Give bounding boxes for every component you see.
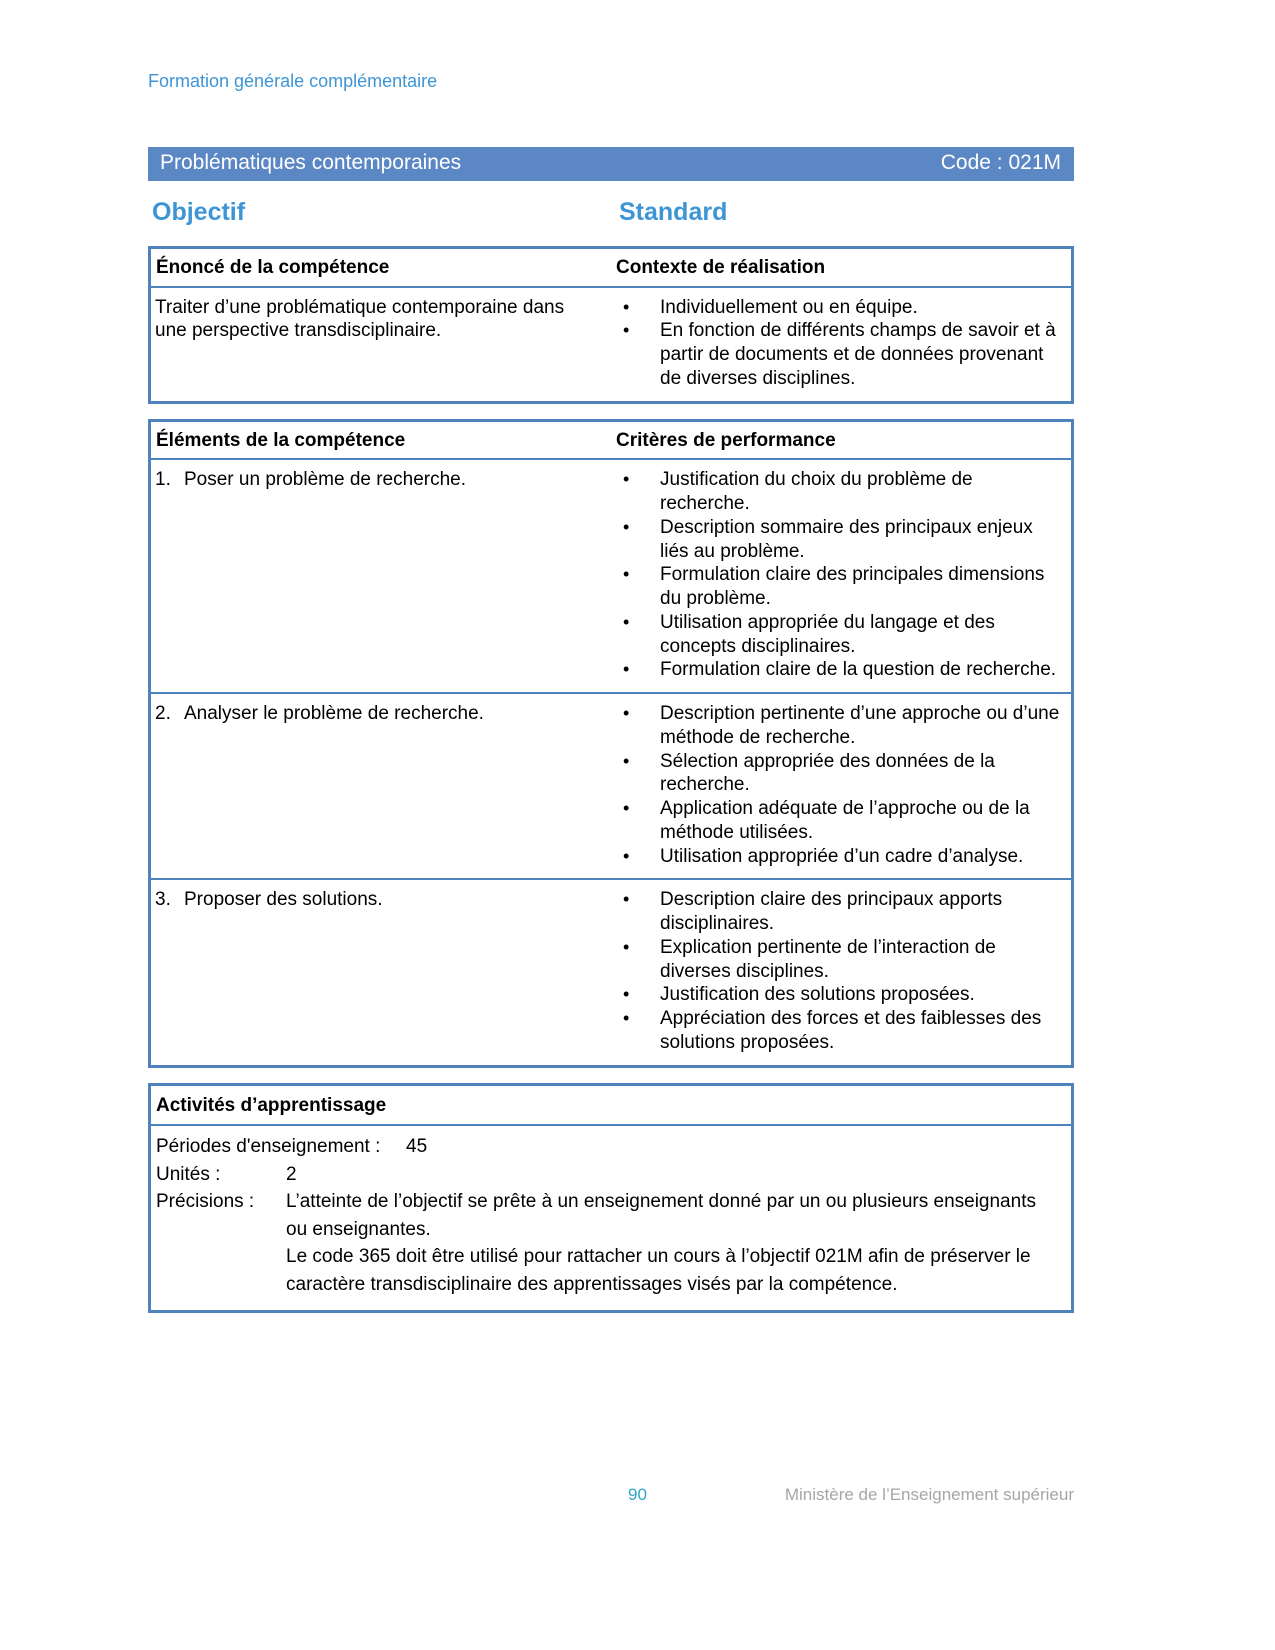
competence-body-row: [151, 288, 1071, 401]
bullet-icon: •: [623, 750, 630, 771]
bullet-icon: •: [623, 659, 630, 680]
bullet-text: Explication pertinente de l’interaction de diverses disciplines.: [660, 936, 996, 982]
unites-label: Unités :: [156, 1163, 221, 1185]
bullet-text: En fonction de différents champs de savoir et à partir de documents et de données provenant de diverses disciplines.: [660, 320, 1056, 389]
criteria-list: [614, 460, 1071, 692]
bullet-item: [614, 296, 1061, 320]
activities-body: [151, 1126, 1071, 1309]
competence-table: [148, 246, 1074, 404]
element-cell: [151, 460, 614, 692]
element-text: Poser un problème de recherche.: [184, 469, 466, 491]
bullet-icon: •: [623, 936, 630, 957]
element-row: [151, 878, 1071, 1064]
bullet-item: [614, 702, 1061, 750]
page-number: 90: [628, 1485, 647, 1504]
bullet-icon: •: [623, 845, 630, 866]
course-title: Problématiques contemporaines: [160, 151, 462, 175]
bullet-text: Description sommaire des principaux enjeux liés au problème.: [660, 516, 1033, 562]
bullet-item: [614, 797, 1061, 845]
criteria-list: [614, 694, 1071, 878]
bullet-item: [614, 516, 1061, 564]
precisions-text: [286, 1188, 1061, 1298]
elements-right-header: Critères de performance: [616, 429, 836, 451]
bullet-icon: •: [623, 703, 630, 723]
bullet-item: [614, 888, 1061, 936]
bullet-icon: •: [623, 611, 630, 632]
unites-value: 2: [286, 1163, 297, 1185]
criteria-list: [614, 880, 1071, 1064]
precisions-label: Précisions :: [156, 1191, 255, 1213]
periodes-row: [156, 1133, 1061, 1161]
element-row: [151, 692, 1071, 878]
bullet-text: Formulation claire des principales dimensions du problème.: [660, 564, 1045, 609]
page-footer: [0, 1484, 1275, 1505]
unites-row: [156, 1161, 1061, 1189]
bullet-text: Utilisation appropriée d’un cadre d’analyse.: [660, 845, 1024, 867]
standard-heading: Standard: [619, 197, 728, 226]
bullet-icon: •: [623, 564, 630, 585]
bullet-icon: •: [623, 296, 630, 317]
periodes-label: Périodes d'enseignement :: [156, 1136, 381, 1158]
bullet-item: [614, 750, 1061, 798]
element-cell: [151, 694, 614, 878]
bullet-item: [614, 468, 1061, 516]
elements-table-header-row: [151, 422, 1071, 461]
activities-table: [148, 1083, 1074, 1313]
activities-header: Activités d’apprentissage: [151, 1086, 1071, 1127]
bullet-text: Appréciation des forces et des faiblesses des solutions proposées.: [660, 1008, 1042, 1053]
footer-ministry: Ministère de l’Enseignement supérieur: [784, 1485, 1074, 1504]
bullet-icon: •: [623, 798, 630, 818]
competence-left-header: Énoncé de la compétence: [156, 256, 390, 278]
column-headings: [148, 197, 1074, 228]
bullet-text: Application adéquate de l’approche ou de la méthode utilisées.: [660, 798, 1030, 843]
bullet-item: [614, 319, 1061, 390]
bullet-text: Justification des solutions proposées.: [660, 984, 975, 1006]
bullet-item: [614, 1007, 1061, 1055]
precisions-paragraph: L’atteinte de l’objectif se prête à un enseignement donné par un ou plusieurs enseignants ou enseignantes.: [286, 1191, 1036, 1240]
element-number: 3.: [155, 889, 171, 911]
element-cell: [151, 880, 614, 1064]
periodes-value: 45: [406, 1136, 428, 1158]
document-page: [148, 0, 1074, 1313]
competence-right-header: Contexte de réalisation: [616, 256, 826, 278]
bullet-text: Justification du choix du problème de recherche.: [660, 469, 973, 514]
bullet-icon: •: [623, 889, 630, 910]
bullet-text: Sélection appropriée des données de la recherche.: [660, 750, 995, 796]
precisions-paragraph: Le code 365 doit être utilisé pour rattacher un cours à l’objectif 021M afin de préserver le caractère transdisciplinaire des apprentissages visés par la compétence.: [286, 1246, 1031, 1295]
competence-statement: Traiter d’une problématique contemporaine dans une perspective transdisciplinaire.: [155, 296, 565, 342]
bullet-icon: •: [623, 320, 630, 341]
bullet-text: Description claire des principaux apports disciplinaires.: [660, 889, 1003, 934]
bullet-item: [614, 658, 1061, 682]
bullet-item: [614, 936, 1061, 984]
element-number: 2.: [155, 703, 171, 724]
bullet-icon: •: [623, 469, 630, 490]
elements-left-header: Éléments de la compétence: [156, 429, 406, 451]
bullet-item: [614, 611, 1061, 659]
bullet-item: [614, 845, 1061, 869]
bullet-icon: •: [623, 984, 630, 1005]
bullet-icon: •: [623, 516, 630, 537]
element-text: Analyser le problème de recherche.: [184, 703, 484, 724]
objectif-heading: Objectif: [152, 197, 246, 226]
course-code: Code : 021M: [940, 151, 1061, 175]
bullet-text: Description pertinente d’une approche ou d’une méthode de recherche.: [660, 703, 1060, 748]
bullet-text: Individuellement ou en équipe.: [660, 296, 918, 318]
bullet-icon: •: [623, 1008, 630, 1028]
element-row: [151, 460, 1071, 692]
bullet-text: Utilisation appropriée du langage et des concepts disciplinaires.: [660, 611, 995, 657]
bullet-item: [614, 563, 1061, 611]
element-number: 1.: [155, 469, 171, 491]
elements-table: [148, 419, 1074, 1068]
context-bullet-list: [614, 288, 1071, 401]
bullet-item: [614, 983, 1061, 1007]
bullet-text: Formulation claire de la question de recherche.: [660, 659, 1057, 681]
title-banner: [148, 147, 1074, 181]
element-text: Proposer des solutions.: [184, 889, 383, 911]
competence-table-header-row: [151, 249, 1071, 288]
precisions-row: [156, 1188, 1061, 1298]
document-section-label: Formation générale complémentaire: [148, 71, 438, 91]
